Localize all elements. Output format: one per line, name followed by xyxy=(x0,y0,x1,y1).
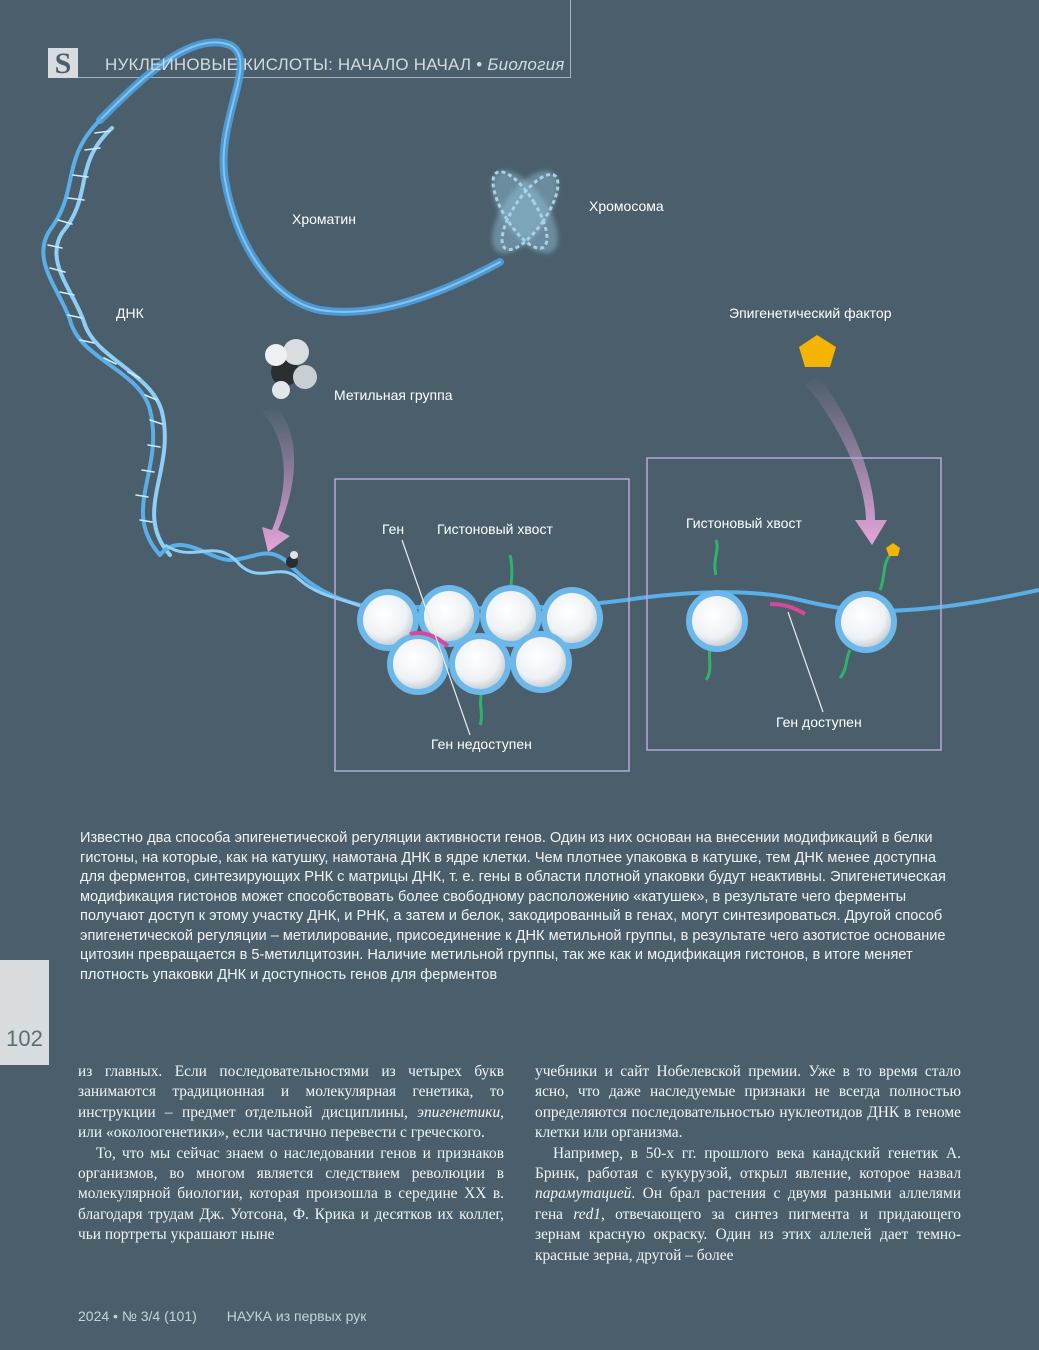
page-footer xyxy=(78,1308,366,1324)
paragraph xyxy=(535,1144,961,1266)
methyl-group-on-dna xyxy=(286,551,298,568)
paragraph: учебники и сайт Нобелевской премии. Уже в то время стало ясно, что даже наследуемые признаки не всегда полностью определяются последовательностью нуклеотидов ДНК в геноме клетки или организма. xyxy=(535,1063,961,1142)
figure-caption: Известно два способа эпигенетической регуляции активности генов. Один из них основан на внесении модификаций в белки гистоны, на которые, как на катушку, намотана ДНК в ядре клетки. Чем плотнее упаковка в катушке, тем ДНК менее доступна для ферментов, синтезирующих РНК с матрицы ДНК, т. е. гены в области плотной упаковки будут неактивны. Эпигенетическая модификация гистонов может способствовать более свободному расположению «катушек», в результате чего ферменты получают доступ к этому участку ДНК, и РНК, а затем и белок, закодированный в генах, могут синтезироваться. Другой способ эпигенетической регуляции – метилирование, присоединение к ДНК метильной группы, в результате чего азотистое основание цитозин превращается в 5-метилцитозин. Наличие метильной группы, так же как и модификация гистонов, в итоге меняет плотность упаковки ДНК и доступность генов для ферментов xyxy=(80,830,946,983)
histone-tail xyxy=(715,540,717,575)
label-chromatin: Хроматин xyxy=(292,211,356,227)
body-column-right xyxy=(535,1062,961,1266)
histone-tail xyxy=(840,650,850,678)
methyl-group-molecule xyxy=(265,339,317,399)
nucleosome xyxy=(835,591,897,653)
nucleosome xyxy=(510,631,572,693)
label-dna: ДНК xyxy=(116,305,144,321)
emphasis: парамутацией xyxy=(535,1185,632,1203)
nucleosome-cluster-dense xyxy=(357,585,603,695)
label-chromosome: Хромосома xyxy=(589,198,664,214)
dna-helix xyxy=(43,120,170,555)
text-run: Например, в 50-х гг. прошлого века канадский генетик А. Бринк, работая с кукурузой, открыл явление, которое назвал xyxy=(535,1144,961,1183)
histone-tail xyxy=(880,555,890,590)
magazine-logo: S xyxy=(48,48,78,78)
label-gene-accessible: Ген доступен xyxy=(776,714,862,730)
running-header xyxy=(105,55,565,75)
footer-issue: 2024 • № 3/4 (101) xyxy=(78,1308,197,1324)
running-header-separator: • xyxy=(476,55,483,74)
histone-tail xyxy=(706,648,710,680)
text-run: из главных. Если последовательностями из четырех букв занимаются традиционная и молекулярная генетика, то инструкции – предмет отдельной дисциплины, xyxy=(78,1063,504,1121)
label-gene: Ген xyxy=(382,521,405,537)
label-histone-tail: Гистоновый хвост xyxy=(437,521,553,537)
label-epigenetic-factor: Эпигенетический фактор xyxy=(729,305,892,321)
epigenetic-factor-bound xyxy=(886,543,900,556)
text-run: , или «околоогенетики», если частично перевести с греческого. xyxy=(78,1103,504,1142)
chromatin-fiber xyxy=(100,42,500,312)
running-header-title: НУКЛЕИНОВЫЕ КИСЛОТЫ: НАЧАЛО НАЧАЛ xyxy=(105,55,472,74)
nucleosome xyxy=(449,633,511,695)
nucleosome xyxy=(686,590,748,652)
label-methyl-group: Метильная группа xyxy=(334,387,453,403)
label-gene-inaccessible: Ген недоступен xyxy=(431,736,532,752)
histone-tail xyxy=(480,690,482,725)
methyl-arrow xyxy=(262,405,294,552)
text-run: , отвечающего за синтез пигмента и придающего зернам красную окраску. Один из этих аллелей дает темно-красные зерна, другой – более xyxy=(535,1205,961,1264)
epigenetic-arrow xyxy=(806,375,887,545)
epigenetic-factor-icon xyxy=(799,335,836,367)
gene-segment-accessible xyxy=(770,604,805,614)
paragraph xyxy=(78,1062,504,1144)
text-run: . Он брал растения с двумя разными аллелями гена xyxy=(535,1185,961,1223)
body-column-left xyxy=(78,1062,504,1246)
emphasis: red1 xyxy=(573,1205,601,1223)
page-number: 102 xyxy=(6,1026,43,1051)
emphasis: эпигенетики xyxy=(417,1103,501,1121)
footer-magazine: НАУКА из первых рук xyxy=(226,1308,367,1324)
chromosome xyxy=(479,160,570,264)
running-header-section: Биология xyxy=(487,55,565,74)
paragraph: То, что мы сейчас знаем о наследовании генов и признаков организмов, во многом является следствием революции в молекулярной биологии, которая произошла в середине XX в. благодаря трудам Дж. Уотсона, Ф. Крика и десятков их коллег, чьи портреты украшают ныне xyxy=(78,1144,504,1244)
label-histone-tail: Гистоновый хвост xyxy=(686,515,802,531)
